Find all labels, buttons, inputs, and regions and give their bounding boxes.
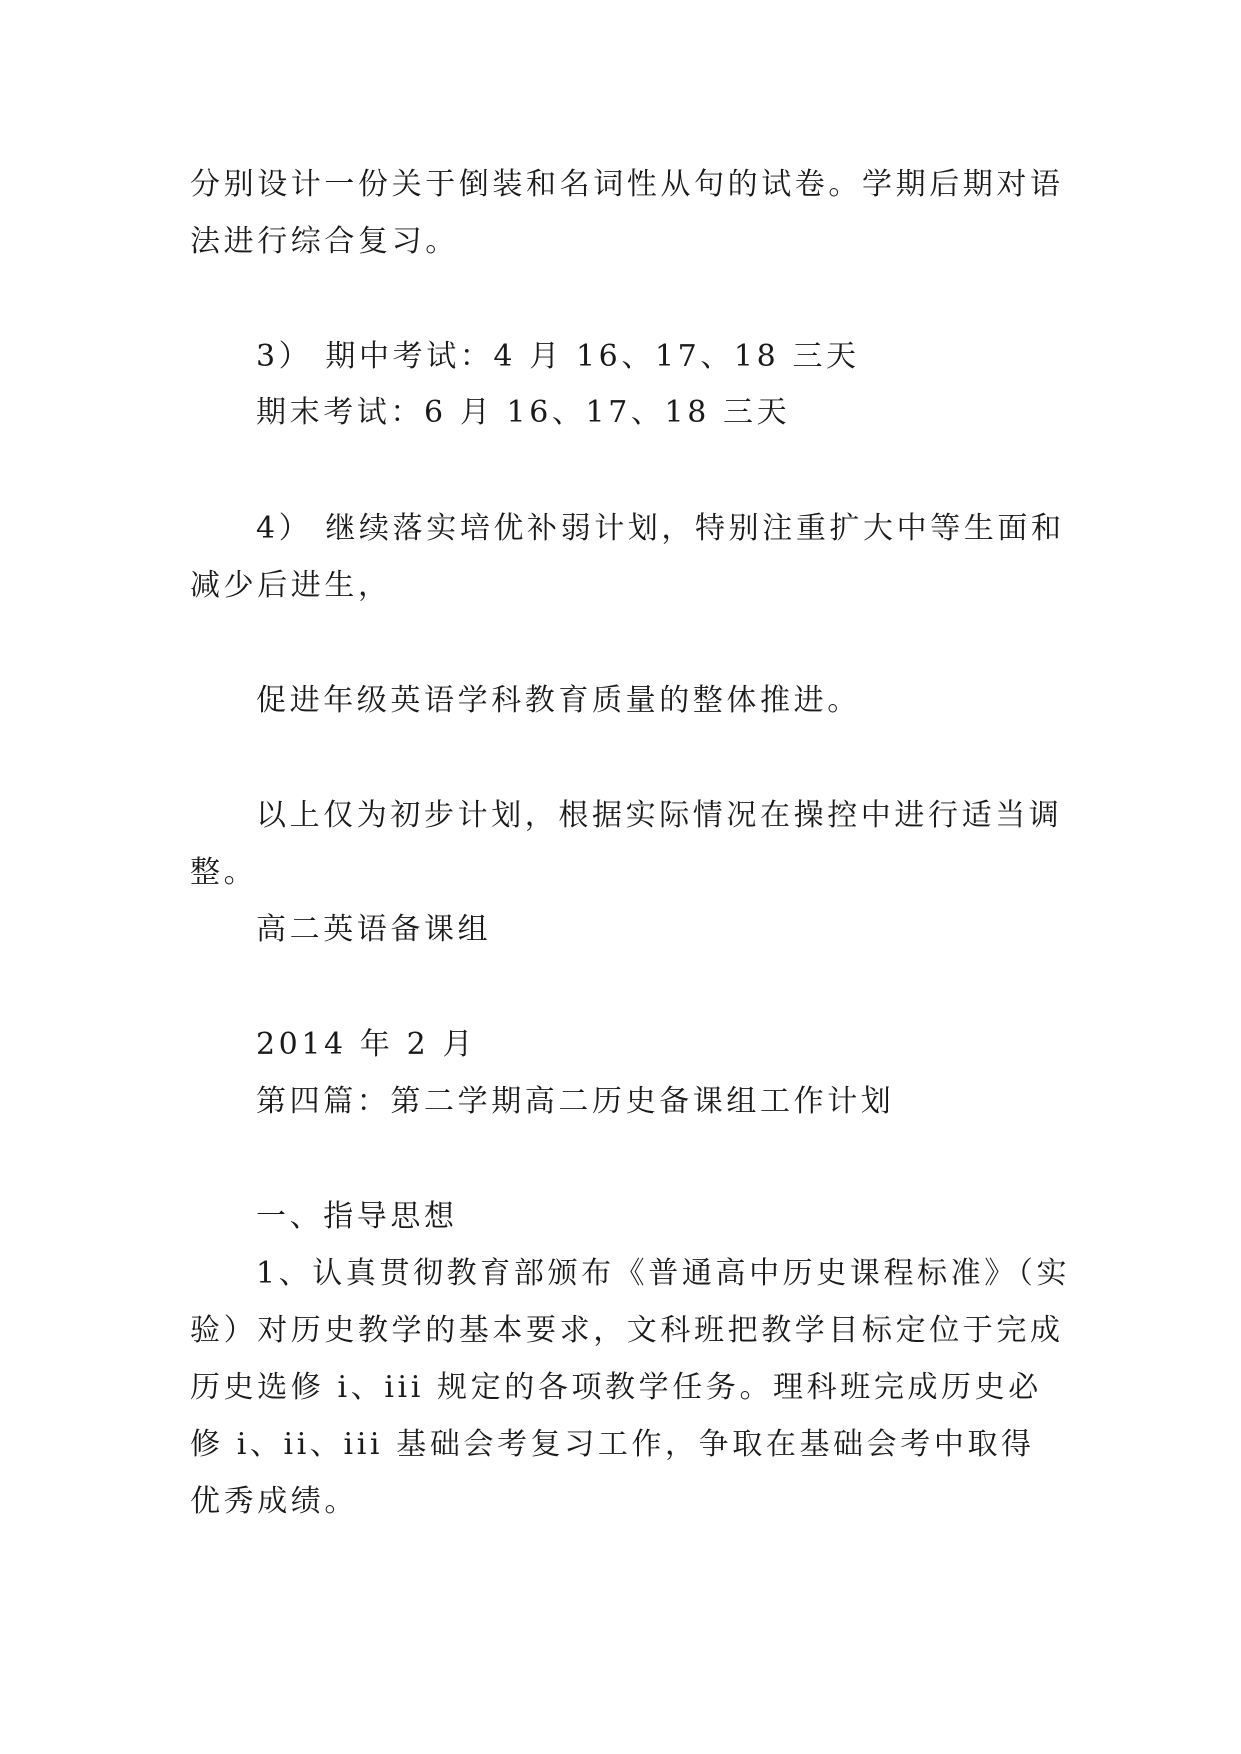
text-line: 促进年级英语学科教育质量的整体推进。 <box>256 683 861 718</box>
text-line: 2014 年 2 月 <box>256 1027 477 1062</box>
text-line: 4） 继续落实培优补弱计划，特别注重扩大中等生面和 <box>256 511 1065 546</box>
text-line: 优秀成绩。 <box>190 1484 358 1519</box>
text-line: 3） 期中考试：4 月 16、17、18 三天 <box>256 339 860 374</box>
text-line: 期末考试：6 月 16、17、18 三天 <box>256 395 791 430</box>
section-heading: 第四篇：第二学期高二历史备课组工作计划 <box>256 1084 895 1119</box>
text-line: 高二英语备课组 <box>256 912 492 947</box>
text-line: 1、认真贯彻教育部颁布《普通高中历史课程标准》（实 <box>256 1256 1071 1291</box>
subsection-heading: 一、指导思想 <box>256 1199 458 1234</box>
text-line: 整。 <box>190 855 258 890</box>
text-line: 验）对历史教学的基本要求，文科班把教学目标定位于完成 <box>190 1313 1064 1348</box>
text-line: 减少后进生， <box>190 568 392 603</box>
text-line: 修 i、ii、iii 基础会考复习工作，争取在基础会考中取得 <box>190 1427 1035 1462</box>
text-line: 以上仅为初步计划，根据实际情况在操控中进行适当调 <box>256 798 1063 833</box>
text-line: 分别设计一份关于倒装和名词性从句的试卷。学期后期对语 <box>190 167 1064 202</box>
text-line: 法进行综合复习。 <box>190 224 459 259</box>
text-line: 历史选修 i、iii 规定的各项教学任务。理科班完成历史必 <box>190 1370 1042 1405</box>
